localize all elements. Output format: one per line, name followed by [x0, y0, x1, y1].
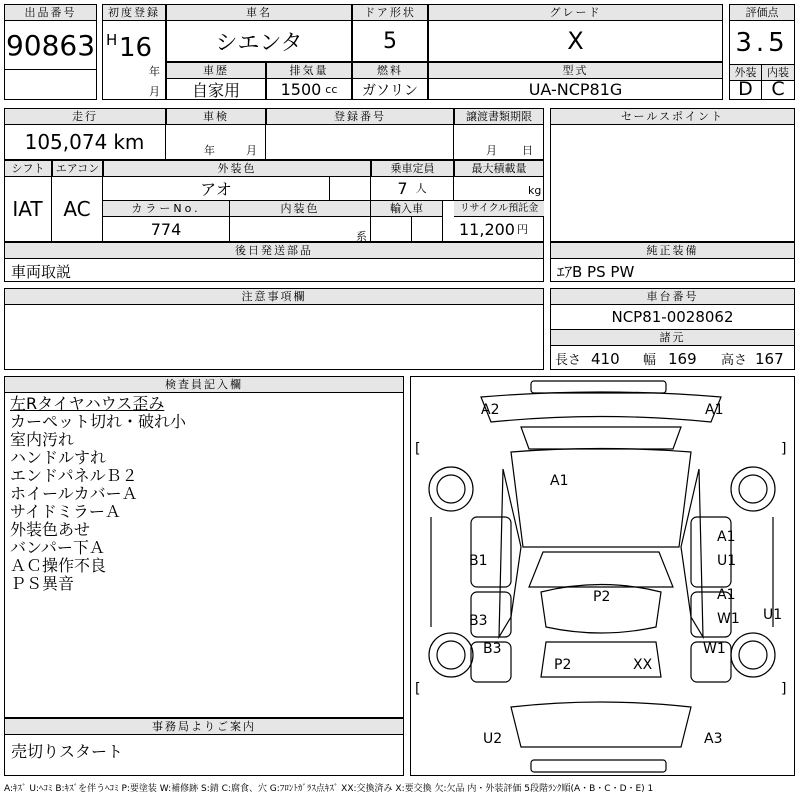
score: 3.5	[735, 28, 789, 58]
office-value: 売切りスタート	[11, 742, 124, 761]
doors: 5	[383, 28, 397, 54]
mileage-label: 走行	[4, 108, 166, 125]
interior-label: 内装	[762, 64, 794, 81]
damage-mark-a3-rear-right: A3	[704, 731, 723, 747]
office-box	[4, 718, 404, 776]
divider	[453, 124, 454, 160]
divider	[370, 216, 371, 242]
recycle-fee: 11,200	[459, 219, 515, 239]
inspector-note: バンパー下Ａ	[10, 538, 105, 557]
inspector-note: ＡＣ操作不良	[10, 556, 107, 575]
damage-mark-b3-left-rear-door: B3	[469, 613, 488, 629]
max-load-label: 最大積載量	[454, 160, 544, 177]
damage-mark-b1-left-front-door: B1	[469, 553, 488, 569]
accessories-value: 車両取説	[11, 263, 72, 281]
legend-footer: A:ｷｽﾞ U:ﾍｺﾐ B:ｷｽﾞを伴うﾍｺﾐ P:要塗装 W:補修跡 S:錆 C:腐食、穴 G:ﾌﾛﾝﾄｶﾞﾗｽ点ｷｽﾞ XX:交換済み X:要交換 欠:欠品 内・外装評価 5段階ﾗﾝｸ順(A・B・C・D・E) 1	[4, 784, 654, 794]
door-cell	[352, 4, 428, 62]
chassis-number: NCP81-0028062	[611, 308, 734, 326]
inspector-note: ハンドルすれ	[10, 448, 107, 467]
bracket-right-rear: ]	[781, 681, 787, 697]
inspector-label: 検査員記入欄	[5, 377, 403, 393]
inspection-label: 車検	[166, 108, 266, 125]
interior-color-unit: 系	[356, 230, 367, 243]
fuel-cell	[352, 62, 428, 100]
interior-grade: C	[771, 78, 785, 100]
ac-label: エアコン	[52, 160, 103, 177]
condition-diagram	[410, 376, 795, 776]
divider	[411, 216, 412, 242]
damage-mark-a1-roof: A1	[550, 473, 569, 489]
car-name: シエンタ	[215, 30, 303, 56]
shift: IAT	[4, 176, 52, 242]
model: UA-NCP81G	[528, 80, 623, 99]
sales-points-label: セールスポイント	[551, 109, 794, 125]
interior-color-label: 内装色	[230, 201, 371, 217]
damage-mark-p2-rear-left: P2	[554, 657, 572, 673]
damage-mark-a1-right-front-door: A1	[717, 529, 736, 545]
score-cell	[729, 4, 795, 100]
model-label: 型式	[429, 63, 722, 79]
recycle-unit: 円	[516, 223, 528, 236]
length: 410	[591, 350, 620, 368]
damage-mark-b3-left-quarter: B3	[483, 641, 502, 657]
door-label: ドア形状	[353, 5, 427, 21]
notes-label: 注意事項欄	[5, 289, 543, 305]
bracket-left-rear: [	[415, 681, 421, 697]
damage-mark-a1-front-right: A1	[705, 402, 724, 418]
year-unit: 年	[149, 65, 160, 78]
exterior-color: アオ	[103, 176, 330, 200]
length-label: 長さ	[555, 353, 582, 368]
width-label: 幅	[643, 353, 657, 368]
chassis-box	[550, 288, 795, 370]
notes-box	[4, 288, 544, 370]
damage-mark-u1-right-front-door: U1	[717, 553, 737, 569]
transfer-deadline-label: 譲渡書類期限	[454, 108, 544, 125]
ac: AC	[52, 176, 103, 242]
mileage: 105,074	[24, 130, 108, 154]
era: H	[106, 31, 118, 49]
inspector-note: 左Rタイヤハウス歪み	[10, 394, 165, 413]
month-unit: 月	[149, 85, 160, 98]
equipment-value: ｴｱB PS PW	[557, 263, 635, 281]
inspector-note: 外装色あせ	[10, 520, 91, 539]
displacement: 1500	[280, 80, 322, 99]
inspector-note: 室内汚れ	[10, 430, 75, 449]
exterior-grade: D	[730, 79, 762, 99]
inspection-month-unit: 月	[246, 144, 257, 157]
car-diagram	[411, 377, 794, 775]
displacement-label: 排気量	[267, 63, 351, 79]
damage-mark-xx-rear-right: XX	[633, 657, 653, 673]
width: 169	[668, 350, 697, 368]
equipment-box	[550, 242, 795, 282]
damage-mark-u2-rear-left: U2	[483, 731, 503, 747]
accessories-box	[4, 242, 544, 282]
inspection-year-unit: 年	[204, 144, 215, 157]
inspector-note: エンドパネルＢ２	[10, 466, 138, 485]
model-cell	[428, 62, 723, 100]
score-label: 評価点	[730, 5, 794, 21]
spec-label: 諸元	[551, 329, 794, 346]
damage-mark-a2-front-left: A2	[481, 402, 500, 418]
first-registration-label: 初度登録	[103, 5, 165, 21]
exterior-color-label: 外装色	[103, 160, 371, 177]
fuel-label: 燃料	[353, 63, 427, 79]
import-label: 輸入車	[371, 201, 443, 217]
shift-label: シフト	[4, 160, 52, 177]
color-number: 774	[103, 216, 230, 242]
sales-points-box	[550, 108, 795, 242]
history-label: 車歴	[167, 63, 265, 79]
lot-number-cell	[4, 4, 97, 100]
mileage-unit: km	[113, 130, 145, 154]
damage-mark-w1-right-rear-door: W1	[717, 611, 740, 627]
history-cell	[166, 62, 266, 100]
inspector-box	[4, 376, 404, 718]
inspector-note: サイドミラーＡ	[10, 502, 121, 521]
bracket-right-front: ]	[781, 441, 787, 457]
inspector-note: カーペット切れ・破れ小	[10, 412, 187, 431]
equipment-label: 純正装備	[551, 243, 794, 259]
fuel: ガソリン	[362, 82, 418, 99]
grade-label: グレード	[429, 5, 722, 21]
color-number-label: カラーNo.	[103, 201, 230, 217]
displacement-unit: cc	[325, 83, 338, 96]
damage-mark-u1-right-side: U1	[763, 607, 783, 623]
inspector-note: ホイールカバーＡ	[10, 484, 138, 503]
damage-mark-w1-right-quarter: W1	[703, 641, 726, 657]
capacity: 7	[397, 178, 408, 198]
history: 自家用	[191, 81, 240, 100]
grade-cell	[428, 4, 723, 62]
exterior-label: 外装	[730, 64, 762, 81]
capacity-unit: 人	[415, 182, 427, 195]
transfer-month-unit: 月	[486, 144, 497, 157]
first-registration-cell	[102, 4, 166, 100]
grade: X	[567, 27, 584, 55]
max-load-unit: kg	[528, 184, 542, 197]
inspector-note: ＰＳ異音	[10, 574, 75, 593]
bracket-left-front: [	[415, 441, 421, 457]
height: 167	[755, 350, 784, 368]
displacement-cell	[266, 62, 352, 100]
car-name-label: 車名	[167, 5, 351, 21]
lot-number: 90863	[5, 21, 96, 70]
accessories-label: 後日発送部品	[5, 243, 543, 259]
lot-number-label: 出品番号	[5, 5, 96, 21]
inspector-notes	[10, 395, 186, 593]
office-label: 事務局よりご案内	[5, 719, 403, 735]
height-label: 高さ	[721, 353, 748, 368]
capacity-label: 乗車定員	[371, 160, 454, 177]
divider	[265, 124, 266, 160]
registration-number-label: 登録番号	[266, 108, 454, 125]
recycle-label: リサイクル預託金	[454, 201, 544, 217]
registration-year: 16	[119, 33, 153, 63]
damage-mark-a1-right-rear-door: A1	[717, 587, 736, 603]
chassis-label: 車台番号	[551, 289, 794, 305]
car-name-cell	[166, 4, 352, 62]
damage-mark-p2-roof-rear: P2	[593, 589, 611, 605]
transfer-day-unit: 日	[522, 144, 533, 157]
